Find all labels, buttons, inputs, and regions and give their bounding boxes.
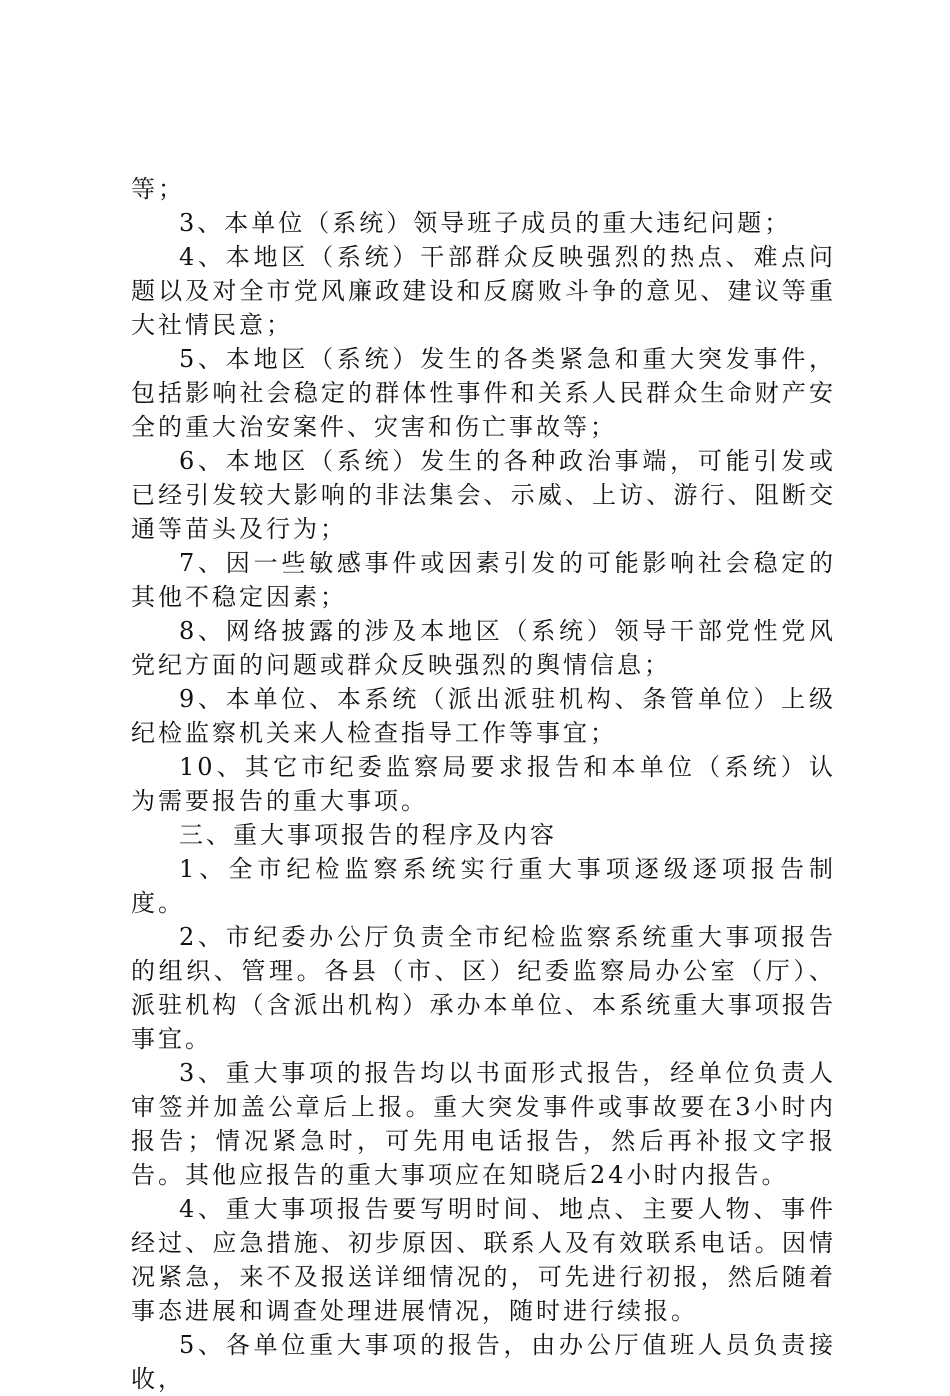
paragraph-item-9: 9、本单位、本系统（派出派驻机构、条管单位）上级纪检监察机关来人检查指导工作等事宜； bbox=[131, 685, 836, 747]
procedure-item-1: 1、全市纪检监察系统实行重大事项逐级逐项报告制度。 bbox=[131, 855, 836, 917]
paragraph-continuation: 等； bbox=[131, 175, 185, 203]
procedure-item-4: 4、重大事项报告要写明时间、地点、主要人物、事件经过、应急措施、初步原因、联系人及有效联系电话。因情况紧急，来不及报送详细情况的，可先进行初报，然后随着事态进展和调查处理进展情况，随时进行续报。 bbox=[131, 1195, 836, 1325]
paragraph-item-7: 7、因一些敏感事件或因素引发的可能影响社会稳定的其他不稳定因素； bbox=[131, 549, 836, 611]
document-body bbox=[131, 172, 836, 1396]
paragraph-item-8: 8、网络披露的涉及本地区（系统）领导干部党性党风党纪方面的问题或群众反映强烈的舆情信息； bbox=[131, 617, 836, 679]
paragraph-item-10: 10、其它市纪委监察局要求报告和本单位（系统）认为需要报告的重大事项。 bbox=[131, 753, 836, 815]
paragraph-item-4: 4、本地区（系统）干部群众反映强烈的热点、难点问题以及对全市党风廉政建设和反腐败斗争的意见、建议等重大社情民意； bbox=[131, 243, 836, 339]
procedure-item-5: 5、各单位重大事项的报告，由办公厅值班人员负责接收， bbox=[131, 1331, 836, 1393]
paragraph-item-5: 5、本地区（系统）发生的各类紧急和重大突发事件，包括影响社会稳定的群体性事件和关系人民群众生命财产安全的重大治安案件、灾害和伤亡事故等； bbox=[131, 345, 836, 441]
paragraph-item-3: 3、本单位（系统）领导班子成员的重大违纪问题； bbox=[179, 209, 792, 237]
procedure-item-2: 2、市纪委办公厅负责全市纪检监察系统重大事项报告的组织、管理。各县（市、区）纪委监察局办公室（厅）、派驻机构（含派出机构）承办本单位、本系统重大事项报告事宜。 bbox=[131, 923, 836, 1053]
procedure-item-3: 3、重大事项的报告均以书面形式报告，经单位负责人审签并加盖公章后上报。重大突发事件或事故要在3小时内报告；情况紧急时，可先用电话报告，然后再补报文字报告。其他应报告的重大事项应在知晓后24小时内报告。 bbox=[131, 1059, 836, 1189]
paragraph-item-6: 6、本地区（系统）发生的各种政治事端，可能引发或已经引发较大影响的非法集会、示威、上访、游行、阻断交通等苗头及行为； bbox=[131, 447, 836, 543]
section-heading: 三、重大事项报告的程序及内容 bbox=[179, 821, 557, 849]
